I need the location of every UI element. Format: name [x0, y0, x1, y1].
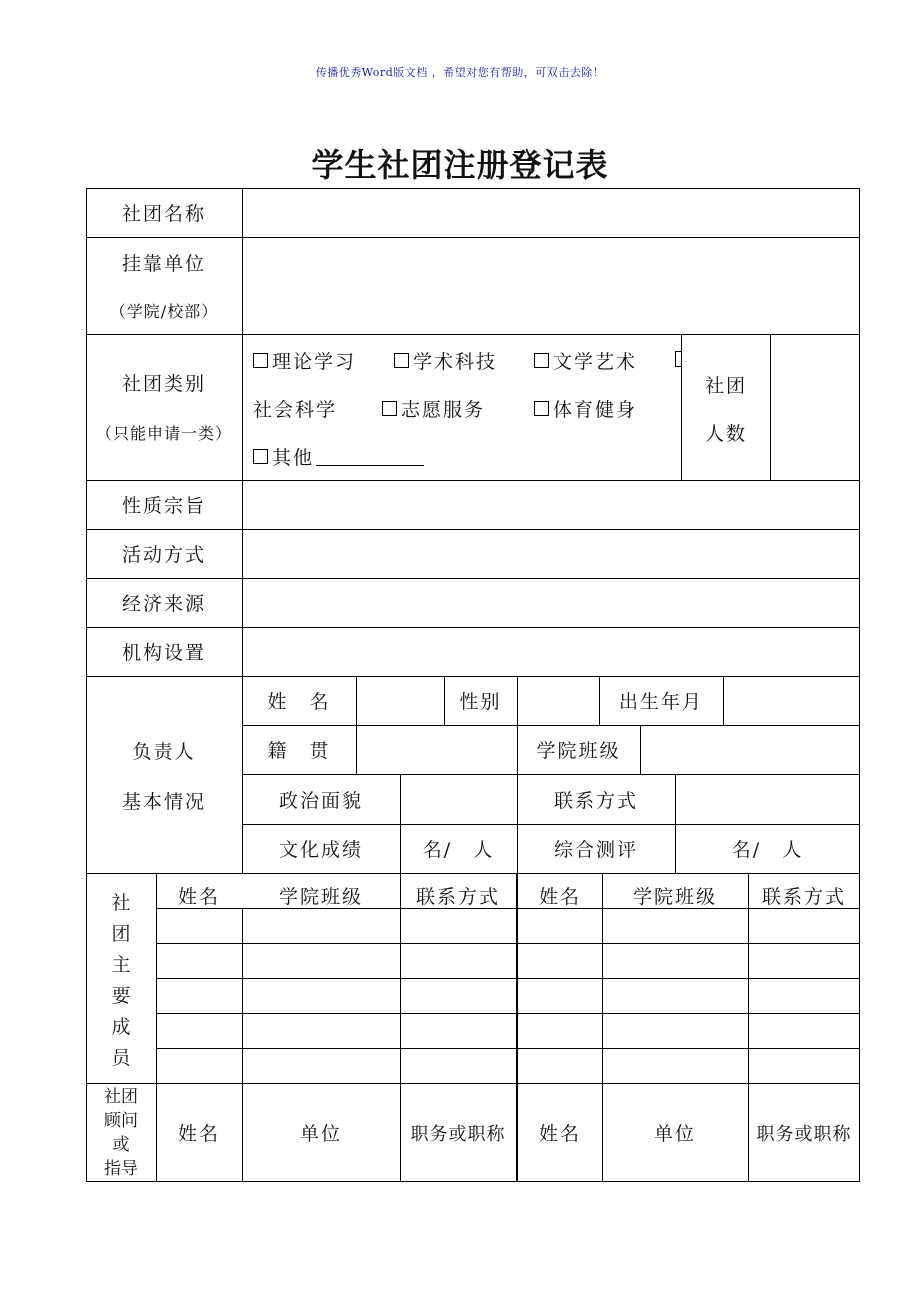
other-blank[interactable] [316, 447, 424, 466]
option-arts[interactable]: 文学艺术 [534, 344, 637, 376]
form-title: 学生社团注册登记表 [311, 146, 609, 184]
member-count-label-1: 社团 [704, 374, 747, 397]
leader-grades-label: 文化成绩 [278, 839, 363, 861]
col-divider [640, 725, 641, 774]
affiliation-note: （学院/校部） [109, 301, 219, 321]
leader-contact-label: 联系方式 [553, 789, 638, 812]
leader-college-class-label: 学院班级 [536, 740, 621, 762]
col-divider [356, 725, 357, 774]
leader-evaluation-rank: 名/ 人 [731, 839, 804, 861]
row-divider [156, 908, 860, 909]
funding-label: 经济来源 [121, 593, 206, 615]
option-sports[interactable]: 体育健身 [534, 392, 637, 424]
option-other[interactable]: 其他 [253, 440, 424, 472]
checkbox-icon [253, 449, 268, 464]
col-divider [770, 334, 771, 480]
structure-label: 机构设置 [121, 642, 206, 664]
row-divider [86, 237, 860, 238]
member-count-label-2: 人数 [704, 422, 747, 445]
advisors-header-title-2: 职务或职称 [756, 1123, 852, 1145]
checkbox-icon [534, 353, 549, 368]
nature-label: 性质宗旨 [121, 495, 206, 517]
row-divider [156, 943, 860, 944]
members-header-college-2: 学院班级 [632, 885, 717, 908]
leader-label-2: 基本情况 [121, 790, 206, 813]
category-note: （只能申请一类） [95, 423, 232, 443]
leader-name-label: 姓 名 [267, 691, 331, 713]
row-divider [156, 1013, 860, 1014]
checkbox-icon [382, 401, 397, 416]
advisors-header-name: 姓名 [177, 1123, 220, 1145]
advisors-header-title: 职务或职称 [410, 1123, 506, 1145]
header-note: 传播优秀Word版文档 ，希望对您有帮助，可双击去除！ [315, 66, 605, 79]
advisors-header-name-2: 姓名 [538, 1123, 581, 1145]
leader-evaluation-label: 综合测评 [553, 839, 638, 861]
row-divider [86, 334, 860, 335]
leader-hometown-label: 籍 贯 [267, 740, 331, 762]
option-academic[interactable]: 学术科技 [394, 344, 497, 376]
advisors-label: 社团 顾问 或 指导 [104, 1087, 138, 1179]
checkbox-icon[interactable] [675, 351, 682, 367]
row-divider [86, 873, 860, 874]
members-header-contact-2: 联系方式 [761, 885, 846, 908]
members-label: 社 团 主 要 成 员 [111, 892, 131, 1069]
advisors-header-unit: 单位 [299, 1123, 342, 1145]
members-header-name-2: 姓名 [538, 885, 581, 908]
members-header-contact: 联系方式 [415, 885, 500, 908]
checkbox-icon [253, 353, 268, 368]
row-divider [156, 978, 860, 979]
checkbox-icon [394, 353, 409, 368]
club-name-label: 社团名称 [121, 203, 206, 225]
activity-label: 活动方式 [121, 544, 206, 566]
option-volunteer[interactable]: 志愿服务 [382, 392, 485, 424]
registration-form [86, 188, 860, 1182]
leader-grades-rank: 名/ 人 [422, 839, 495, 861]
row-divider [156, 1048, 860, 1049]
checkbox-icon [534, 401, 549, 416]
option-theory[interactable]: 理论学习 [253, 344, 356, 376]
col-divider [517, 676, 518, 725]
col-divider [356, 676, 357, 725]
advisors-header-unit-2: 单位 [653, 1123, 696, 1145]
leader-political-label: 政治面貌 [278, 789, 363, 812]
category-label: 社团类别 [121, 372, 206, 395]
leader-label-1: 负责人 [132, 740, 196, 763]
col-divider [723, 676, 724, 725]
members-header-college: 学院班级 [278, 885, 363, 908]
option-social-science[interactable]: 社会科学 [253, 398, 338, 421]
leader-birth-label: 出生年月 [618, 691, 703, 713]
leader-gender-label: 性别 [459, 691, 502, 713]
members-header-name: 姓名 [177, 885, 220, 908]
affiliation-label: 挂靠单位 [121, 252, 206, 275]
